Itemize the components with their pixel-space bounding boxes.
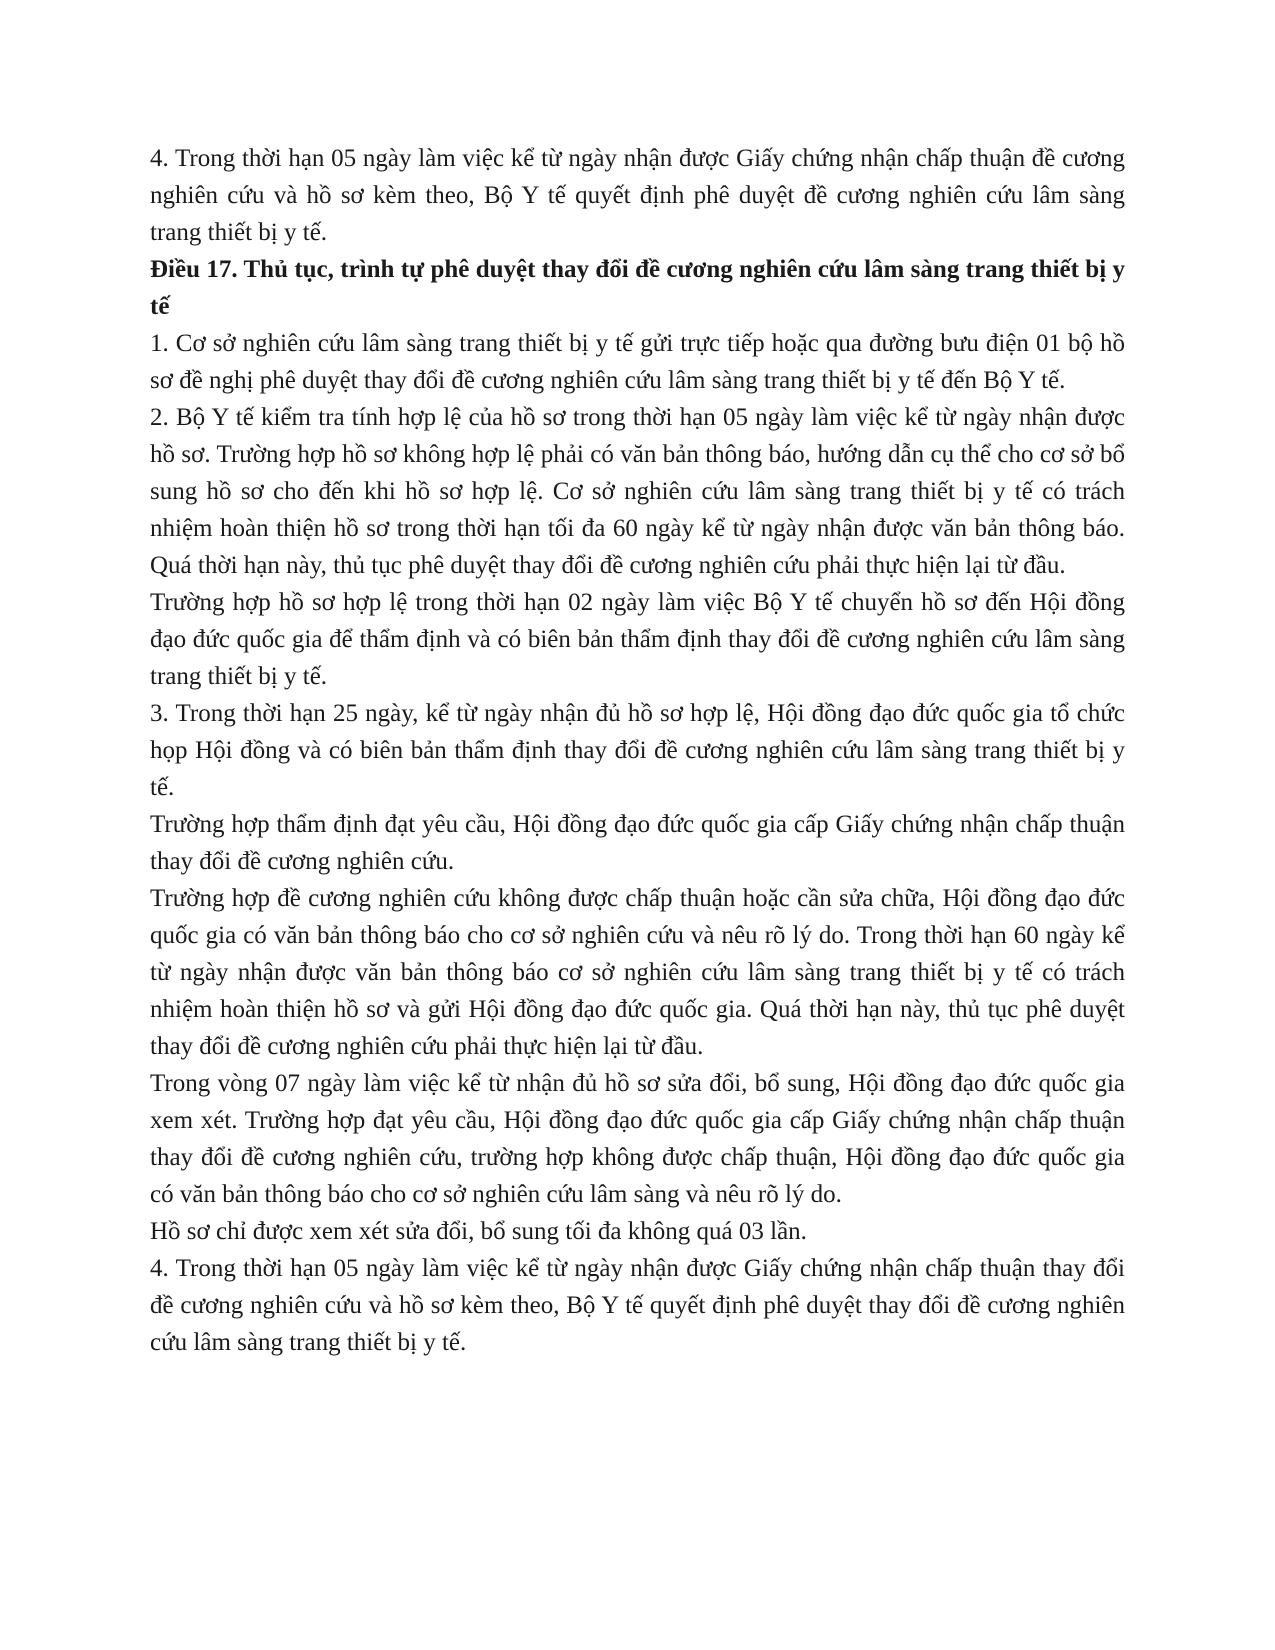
document-page (150, 140, 1125, 1361)
paragraph-clause-4-change-approval: 4. Trong thời hạn 05 ngày làm việc kể từ ngày nhận được Giấy chứng nhận chấp thuận thay đổi đề cương nghiên cứu và hồ sơ kèm theo, Bộ Y tế quyết định phê duyệt thay đổi đề cương nghiên cứu lâm sàng trang thiết bị y tế. (150, 1255, 1125, 1356)
paragraph-clause-1: 1. Cơ sở nghiên cứu lâm sàng trang thiết bị y tế gửi trực tiếp hoặc qua đường bưu điện 01 bộ hồ sơ đề nghị phê duyệt thay đổi đề cương nghiên cứu lâm sàng trang thiết bị y tế đến Bộ Y tế. (150, 330, 1125, 394)
paragraph-clause-3: 3. Trong thời hạn 25 ngày, kể từ ngày nhận đủ hồ sơ hợp lệ, Hội đồng đạo đức quốc gia tổ chức họp Hội đồng và có biên bản thẩm định thay đổi đề cương nghiên cứu lâm sàng trang thiết bị y tế. (150, 700, 1125, 801)
article-17-heading: Điều 17. Thủ tục, trình tự phê duyệt thay đổi đề cương nghiên cứu lâm sàng trang thiết bị y tế (150, 256, 1125, 320)
paragraph-max-revisions: Hồ sơ chỉ được xem xét sửa đổi, bổ sung tối đa không quá 03 lần. (150, 1218, 807, 1245)
paragraph-valid-dossier: Trường hợp hồ sơ hợp lệ trong thời hạn 02 ngày làm việc Bộ Y tế chuyển hồ sơ đến Hội đồng đạo đức quốc gia để thẩm định và có biên bản thẩm định thay đổi đề cương nghiên cứu lâm sàng trang thiết bị y tế. (150, 589, 1125, 690)
paragraph-within-07-days: Trong vòng 07 ngày làm việc kể từ nhận đủ hồ sơ sửa đổi, bổ sung, Hội đồng đạo đức quốc gia xem xét. Trường hợp đạt yêu cầu, Hội đồng đạo đức quốc gia cấp Giấy chứng nhận chấp thuận thay đổi đề cương nghiên cứu, trường hợp không được chấp thuận, Hội đồng đạo đức quốc gia có văn bản thông báo cho cơ sở nghiên cứu lâm sàng và nêu rõ lý do. (150, 1070, 1125, 1208)
paragraph-not-approved: Trường hợp đề cương nghiên cứu không được chấp thuận hoặc cần sửa chữa, Hội đồng đạo đức quốc gia có văn bản thông báo cho cơ sở nghiên cứu và nêu rõ lý do. Trong thời hạn 60 ngày kể từ ngày nhận được văn bản thông báo cơ sở nghiên cứu lâm sàng trang thiết bị y tế có trách nhiệm hoàn thiện hồ sơ và gửi Hội đồng đạo đức quốc gia. Quá thời hạn này, thủ tục phê duyệt thay đổi đề cương nghiên cứu phải thực hiện lại từ đầu. (150, 885, 1125, 1060)
paragraph-clause-2: 2. Bộ Y tế kiểm tra tính hợp lệ của hồ sơ trong thời hạn 05 ngày làm việc kể từ ngày nhận được hồ sơ. Trường hợp hồ sơ không hợp lệ phải có văn bản thông báo, hướng dẫn cụ thể cho cơ sở bổ sung hồ sơ cho đến khi hồ sơ hợp lệ. Cơ sở nghiên cứu lâm sàng trang thiết bị y tế có trách nhiệm hoàn thiện hồ sơ trong thời hạn tối đa 60 ngày kể từ ngày nhận được văn bản thông báo. Quá thời hạn này, thủ tục phê duyệt thay đổi đề cương nghiên cứu phải thực hiện lại từ đầu. (150, 404, 1125, 579)
paragraph-appraisal-passed: Trường hợp thẩm định đạt yêu cầu, Hội đồng đạo đức quốc gia cấp Giấy chứng nhận chấp thuận thay đổi đề cương nghiên cứu. (150, 811, 1125, 875)
paragraph-clause-4-approval: 4. Trong thời hạn 05 ngày làm việc kể từ ngày nhận được Giấy chứng nhận chấp thuận đề cương nghiên cứu và hồ sơ kèm theo, Bộ Y tế quyết định phê duyệt đề cương nghiên cứu lâm sàng trang thiết bị y tế. (150, 145, 1125, 246)
